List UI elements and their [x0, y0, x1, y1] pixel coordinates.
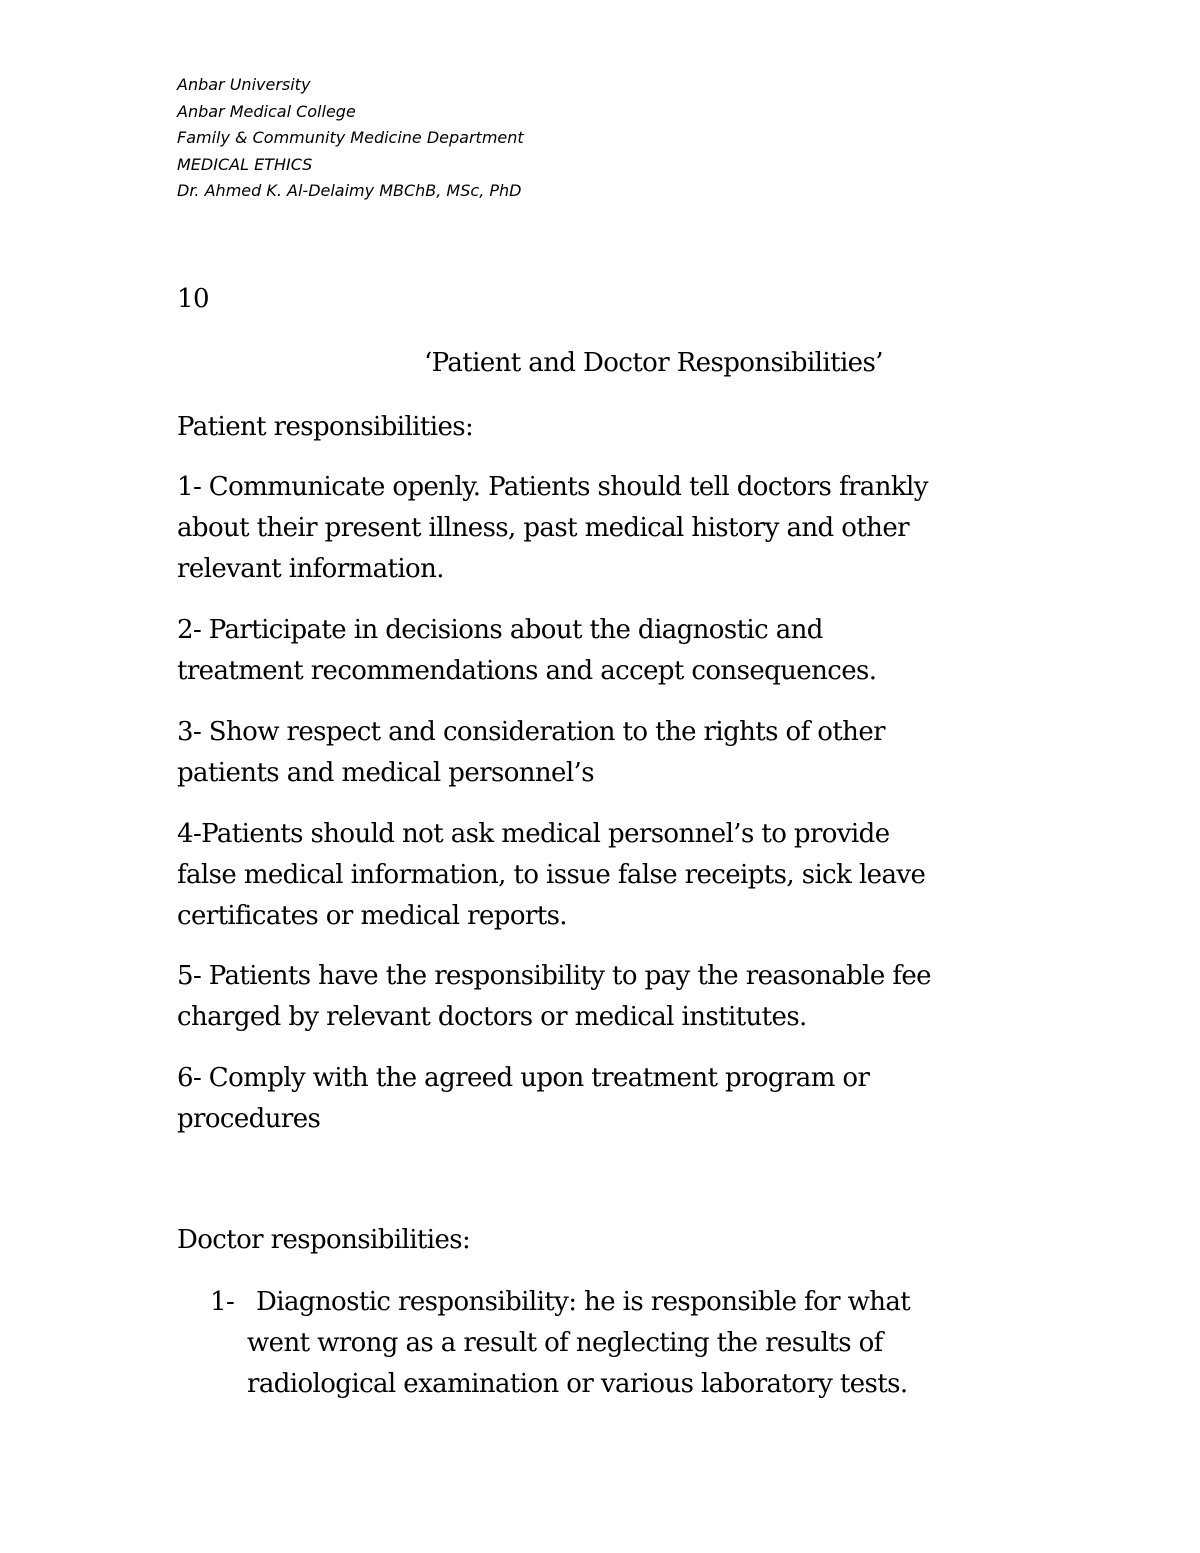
header-course: MEDICAL ETHICS — [177, 154, 313, 174]
doctor-item-1-line-2: went wrong as a result of neglecting the results of — [247, 1328, 883, 1358]
patient-item-4-line-3: certificates or medical reports. — [177, 901, 567, 931]
patient-item-5 — [177, 956, 1037, 1038]
patient-item-5-line-2: charged by relevant doctors or medical institutes. — [177, 1002, 807, 1032]
patient-item-4-line-2: false medical information, to issue false receipts, sick leave — [177, 860, 926, 890]
patient-item-5-line-1: 5- Patients have the responsibility to pay the reasonable fee — [177, 961, 931, 991]
page-number: 10 — [177, 284, 209, 314]
patient-item-3-line-1: 3- Show respect and consideration to the rights of other — [177, 717, 885, 747]
patient-item-1-line-3: relevant information. — [177, 554, 444, 584]
header-author: Dr. Ahmed K. Al-Delaimy MBChB, MSc, PhD — [177, 181, 522, 200]
page-title: ‘Patient and Doctor Responsibilities’ — [424, 348, 883, 378]
header-college: Anbar Medical College — [177, 101, 356, 121]
patient-item-6-line-1: 6- Comply with the agreed upon treatment program or — [177, 1063, 870, 1093]
patient-item-4-line-1: 4-Patients should not ask medical personnel’s to provide — [177, 819, 890, 849]
patient-item-1 — [177, 467, 1037, 590]
patient-item-4 — [177, 814, 1037, 937]
patient-item-2-line-1: 2- Participate in decisions about the diagnostic and — [177, 615, 823, 645]
patient-item-2 — [177, 610, 1037, 692]
patient-item-2-line-2: treatment recommendations and accept consequences. — [177, 656, 877, 686]
header-university: Anbar University — [177, 75, 311, 94]
doctor-item-1-line-1: Diagnostic responsibility: he is responsible for what — [256, 1287, 911, 1317]
patient-item-6-line-2: procedures — [177, 1104, 321, 1134]
doctor-item-1-line-3: radiological examination or various laboratory tests. — [247, 1369, 908, 1399]
patient-item-3 — [177, 712, 1037, 794]
header-department: Family & Community Medicine Department — [177, 128, 524, 147]
patient-section-heading: Patient responsibilities: — [177, 412, 474, 442]
patient-item-3-line-2: patients and medical personnel’s — [177, 758, 594, 788]
doctor-item-1-number: 1- — [210, 1287, 235, 1317]
patient-item-1-line-2: about their present illness, past medical history and other — [177, 513, 909, 543]
doctor-section-heading: Doctor responsibilities: — [177, 1225, 471, 1255]
patient-item-6 — [177, 1058, 1037, 1140]
document-header — [177, 72, 524, 205]
patient-item-1-line-1: 1- Communicate openly. Patients should tell doctors frankly — [177, 472, 928, 502]
